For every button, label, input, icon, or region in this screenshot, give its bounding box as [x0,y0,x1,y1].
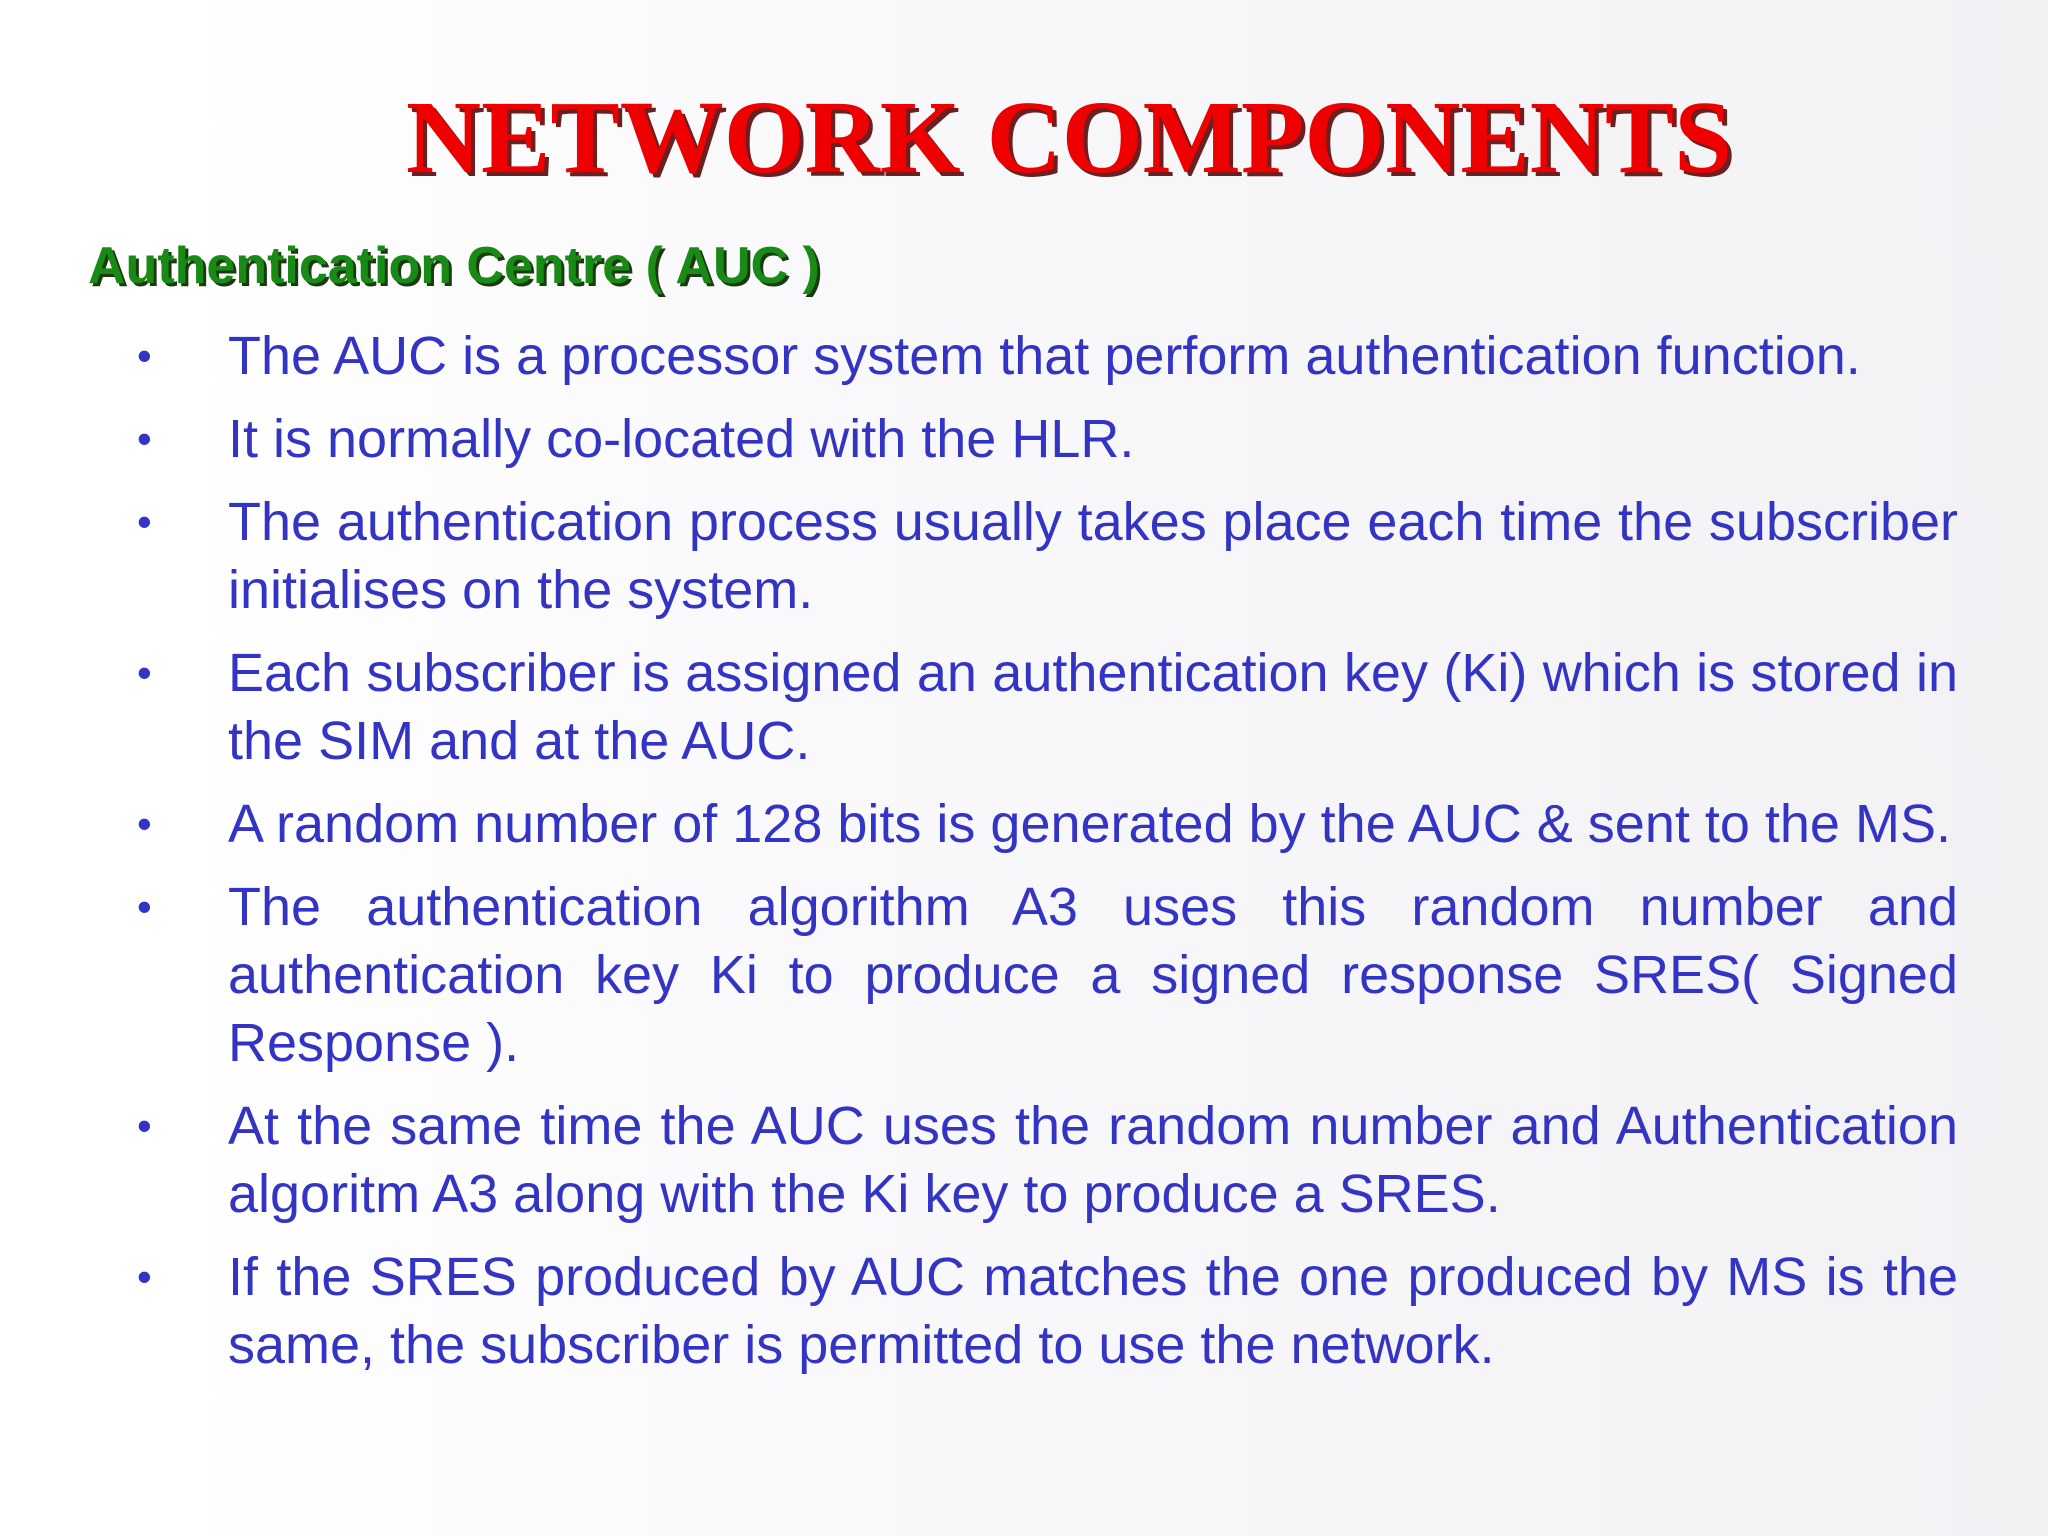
bullet-text: The authentication algorithm A3 uses this random number and authentication key Ki to produce a signed response SRES( Signed Response ). [228,877,1958,1073]
bullet-text: The authentication process usually takes place each time the subscriber initialises on the system. [228,492,1958,620]
bullet-icon: • [137,332,152,379]
bullet-item [128,322,1958,390]
section-heading: Authentication Centre ( AUC ) [88,237,820,295]
bullet-icon: • [137,883,152,930]
bullet-text: Each subscriber is assigned an authentication key (Ki) which is stored in the SIM and at the AUC. [228,643,1958,771]
bullet-icon: • [137,1102,152,1149]
bullet-icon: • [137,415,152,462]
bullet-item [128,1243,1958,1379]
bullet-item [128,873,1958,1077]
bullet-item [128,405,1958,473]
bullet-text: If the SRES produced by AUC matches the one produced by MS is the same, the subscriber is permitted to use the network. [228,1247,1958,1375]
bullet-list [128,322,1958,1394]
bullet-icon: • [137,649,152,696]
bullet-text: The AUC is a processor system that perform authentication function. [228,326,1861,386]
bullet-item [128,1092,1958,1228]
bullet-item [128,488,1958,624]
bullet-icon: • [137,498,152,545]
bullet-icon: • [137,1253,152,1300]
slide-title: NETWORK COMPONENTS [405,80,1733,195]
bullet-text: It is normally co-located with the HLR. [228,409,1135,469]
bullet-item [128,639,1958,775]
bullet-text: At the same time the AUC uses the random number and Authentication algoritm A3 along with the Ki key to produce a SRES. [228,1096,1958,1224]
bullet-text: A random number of 128 bits is generated by the AUC & sent to the MS. [228,794,1951,854]
bullet-item [128,790,1958,858]
bullet-icon: • [137,800,152,847]
